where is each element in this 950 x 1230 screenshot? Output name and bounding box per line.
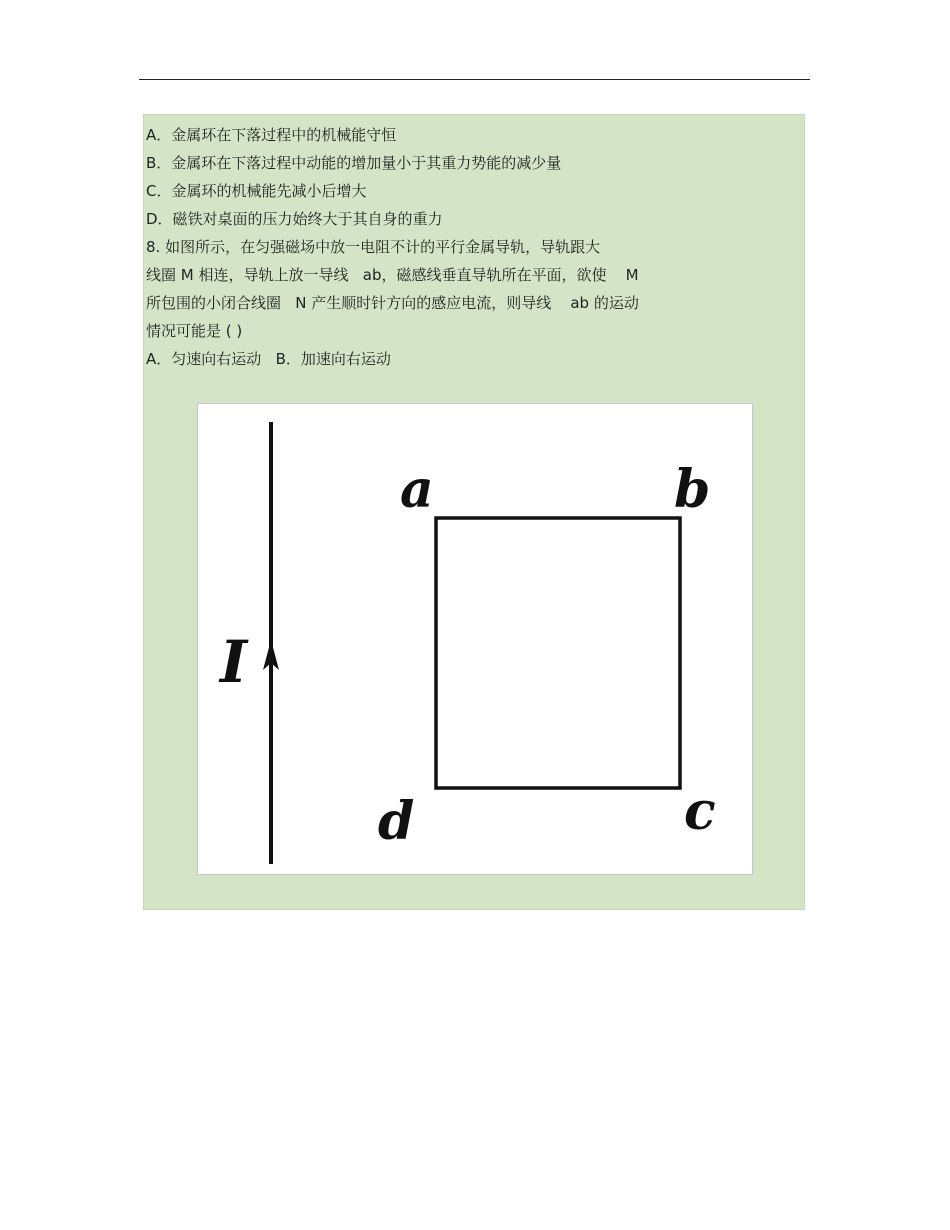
current-label: I [220, 628, 248, 696]
question-8-line-4: 情况可能是 ( ) [146, 322, 243, 340]
corner-label-d: d [378, 791, 415, 852]
question-8-options: A．匀速向右运动 B．加速向右运动 [146, 350, 391, 368]
corner-label-a: a [400, 459, 434, 520]
diagram-figure [197, 403, 753, 875]
header-rule [139, 79, 810, 80]
wire-loop-diagram [198, 404, 752, 874]
corner-label-c: c [684, 781, 716, 842]
question-8-line-2: 线圈 M 相连，导轨上放一导线 ab，磁感线垂直导轨所在平面，欲使 M [146, 266, 639, 284]
option-c-text: C．金属环的机械能先减小后增大 [146, 182, 367, 200]
question-8-line-1: 8. 如图所示，在匀强磁场中放一电阻不计的平行金属导轨，导轨跟大 [146, 238, 601, 256]
option-a-text: A．金属环在下落过程中的机械能守恒 [146, 126, 397, 144]
corner-label-b: b [674, 459, 711, 520]
question-8-line-3: 所包围的小闭合线圈 N 产生顺时针方向的感应电流，则导线 ab 的运动 [146, 294, 639, 312]
square-loop [436, 518, 680, 788]
option-d-text: D．磁铁对桌面的压力始终大于其自身的重力 [146, 210, 443, 228]
question-panel [143, 114, 805, 910]
option-b-text: B．金属环在下落过程中动能的增加量小于其重力势能的减少量 [146, 154, 562, 172]
